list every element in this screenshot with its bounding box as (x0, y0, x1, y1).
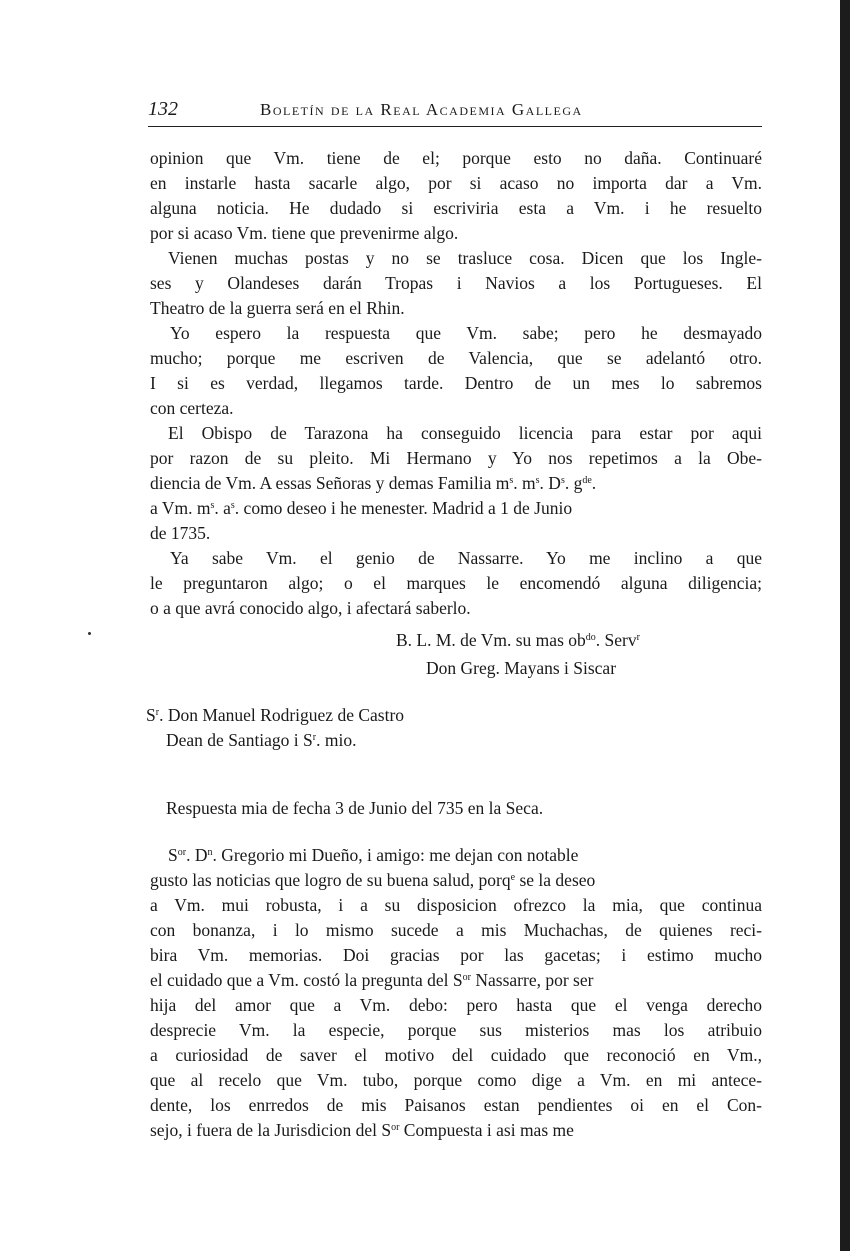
letter1-line: de 1735. (150, 523, 211, 543)
line-text: . g (564, 473, 583, 493)
postscript-line: o a que avrá conocido algo, i afectará saberlo. (150, 598, 471, 618)
superscript: r (312, 732, 317, 743)
addressee-line (146, 703, 404, 728)
reply-line (150, 968, 762, 993)
superscript: n (207, 847, 213, 858)
closing-formula (396, 628, 640, 653)
reply-text: . Gregorio mi Dueño, i amigo: me dejan con notable (212, 845, 579, 865)
reply-text: gusto las noticias que logro de su buena salud, porq (150, 870, 511, 890)
reply-text: Compuesta i asi mas me (399, 1120, 574, 1140)
reply-line: desprecie Vm. la especie, porque sus misterios mas los atribuio (150, 1020, 762, 1040)
reply-heading: Respuesta mia de fecha 3 de Junio del 735 en la Seca. (166, 798, 544, 818)
line-text: . m (513, 473, 536, 493)
addressee-text: S (146, 705, 156, 725)
letter1-line: Theatro de la guerra será en el Rhin. (150, 298, 405, 318)
letter1-line: opinion que Vm. tiene de el; porque esto no daña. Continuaré (150, 148, 762, 168)
superscript: or (391, 1122, 400, 1133)
closing-text: B. L. M. de Vm. su mas ob (396, 630, 586, 650)
reply-text: S (168, 845, 178, 865)
reply-line: bira Vm. memorias. Doi gracias por las gacetas; i estimo mucho (150, 945, 762, 965)
superscript: or (177, 847, 187, 858)
letter1-line: mucho; porque me escriven de Valencia, que se adelantó otro. (150, 348, 762, 368)
superscript: s (509, 475, 514, 486)
line-text: . (591, 473, 597, 493)
page-number: 132 (148, 98, 178, 120)
signature: Don Greg. Mayans i Siscar (426, 658, 617, 678)
superscript: do (585, 632, 596, 643)
postscript-line: le preguntaron algo; o el marques le encomendó alguna diligencia; (150, 573, 762, 593)
line-text: diencia de Vm. A essas Señoras y demas Familia (150, 473, 492, 493)
reply-line: que al recelo que Vm. tubo, porque como dige a Vm. en mi antece- (150, 1070, 762, 1090)
reply-line: dente, los enrredos de mis Paisanos estan pendientes oi en el Con- (150, 1095, 762, 1115)
letter1-line: por razon de su pleito. Mi Hermano y Yo nos repetimos a la Obe- (150, 448, 762, 468)
superscript: e (510, 872, 516, 883)
superscript: or (462, 972, 471, 983)
reply-line: hija del amor que a Vm. debo: pero hasta que el venga derecho (150, 995, 762, 1015)
reply-line: con bonanza, i lo mismo sucede a mis Muchachas, de quienes reci- (150, 920, 762, 940)
letter1-line: en instarle hasta sacarle algo, por si acaso no importa dar a Vm. (150, 173, 762, 193)
addressee-text: . mio. (316, 730, 357, 750)
superscript: s (560, 475, 565, 486)
line-text: m (491, 473, 510, 493)
reply-text: Nassarre, por ser (471, 970, 594, 990)
letter1-line: con certeza. (150, 398, 234, 418)
superscript: s (535, 475, 540, 486)
letter1-line: Vienen muchas postas y no se trasluce cosa. Dicen que los Ingle- (168, 248, 762, 268)
reply-line: a curiosidad de saver el motivo del cuidado que reconoció en Vm., (150, 1045, 762, 1065)
postscript-line: Ya sabe Vm. el genio de Nassarre. Yo me inclino a que (170, 548, 762, 568)
reply-line: a Vm. mui robusta, i a su disposicion ofrezco la mia, que continua (150, 895, 762, 915)
margin-speck (88, 632, 91, 635)
letter1-line: Yo espero la respuesta que Vm. sabe; pero he desmayado (170, 323, 762, 343)
addressee-text: Dean de Santiago i S (166, 730, 313, 750)
reply-text: el cuidado que a Vm. costó la pregunta del S (150, 970, 463, 990)
superscript: s (210, 500, 215, 511)
line-text: . D (539, 473, 561, 493)
superscript: s (230, 500, 235, 511)
closing-text: . Serv (595, 630, 637, 650)
reply-text: . D (186, 845, 208, 865)
page-header (148, 96, 762, 127)
addressee-line (166, 728, 356, 753)
addressee-text: . Don Manuel Rodriguez de Castro (159, 705, 405, 725)
reply-line (168, 843, 762, 868)
letter1-line: El Obispo de Tarazona ha conseguido licencia para estar por aqui (168, 423, 762, 443)
running-title: Boletín de la Real Academia Gallega (260, 100, 583, 119)
reply-text: sejo, i fuera de la Jurisdicion del S (150, 1120, 392, 1140)
line-text: a Vm. m (150, 498, 211, 518)
letter1-line: alguna noticia. He dudado si escriviria esta a Vm. i he resuelto (150, 198, 762, 218)
scan-edge-bar (840, 0, 850, 1251)
line-text: . a (214, 498, 231, 518)
superscript: r (636, 632, 640, 643)
letter1-line (150, 471, 762, 496)
superscript: r (155, 707, 160, 718)
line-text: . como deseo i he menester. Madrid a 1 de Junio (234, 498, 573, 518)
superscript: de (582, 475, 592, 486)
reply-line (150, 868, 762, 893)
letter1-line: por si acaso Vm. tiene que prevenirme algo. (150, 223, 459, 243)
letter1-line: ses y Olandeses darán Tropas i Navios a los Portugueses. El (150, 273, 762, 293)
reply-text: se la deseo (515, 870, 596, 890)
reply-line (150, 1118, 762, 1143)
letter1-line: I si es verdad, llegamos tarde. Dentro de un mes lo sabremos (150, 373, 762, 393)
letter1-line (150, 496, 762, 521)
